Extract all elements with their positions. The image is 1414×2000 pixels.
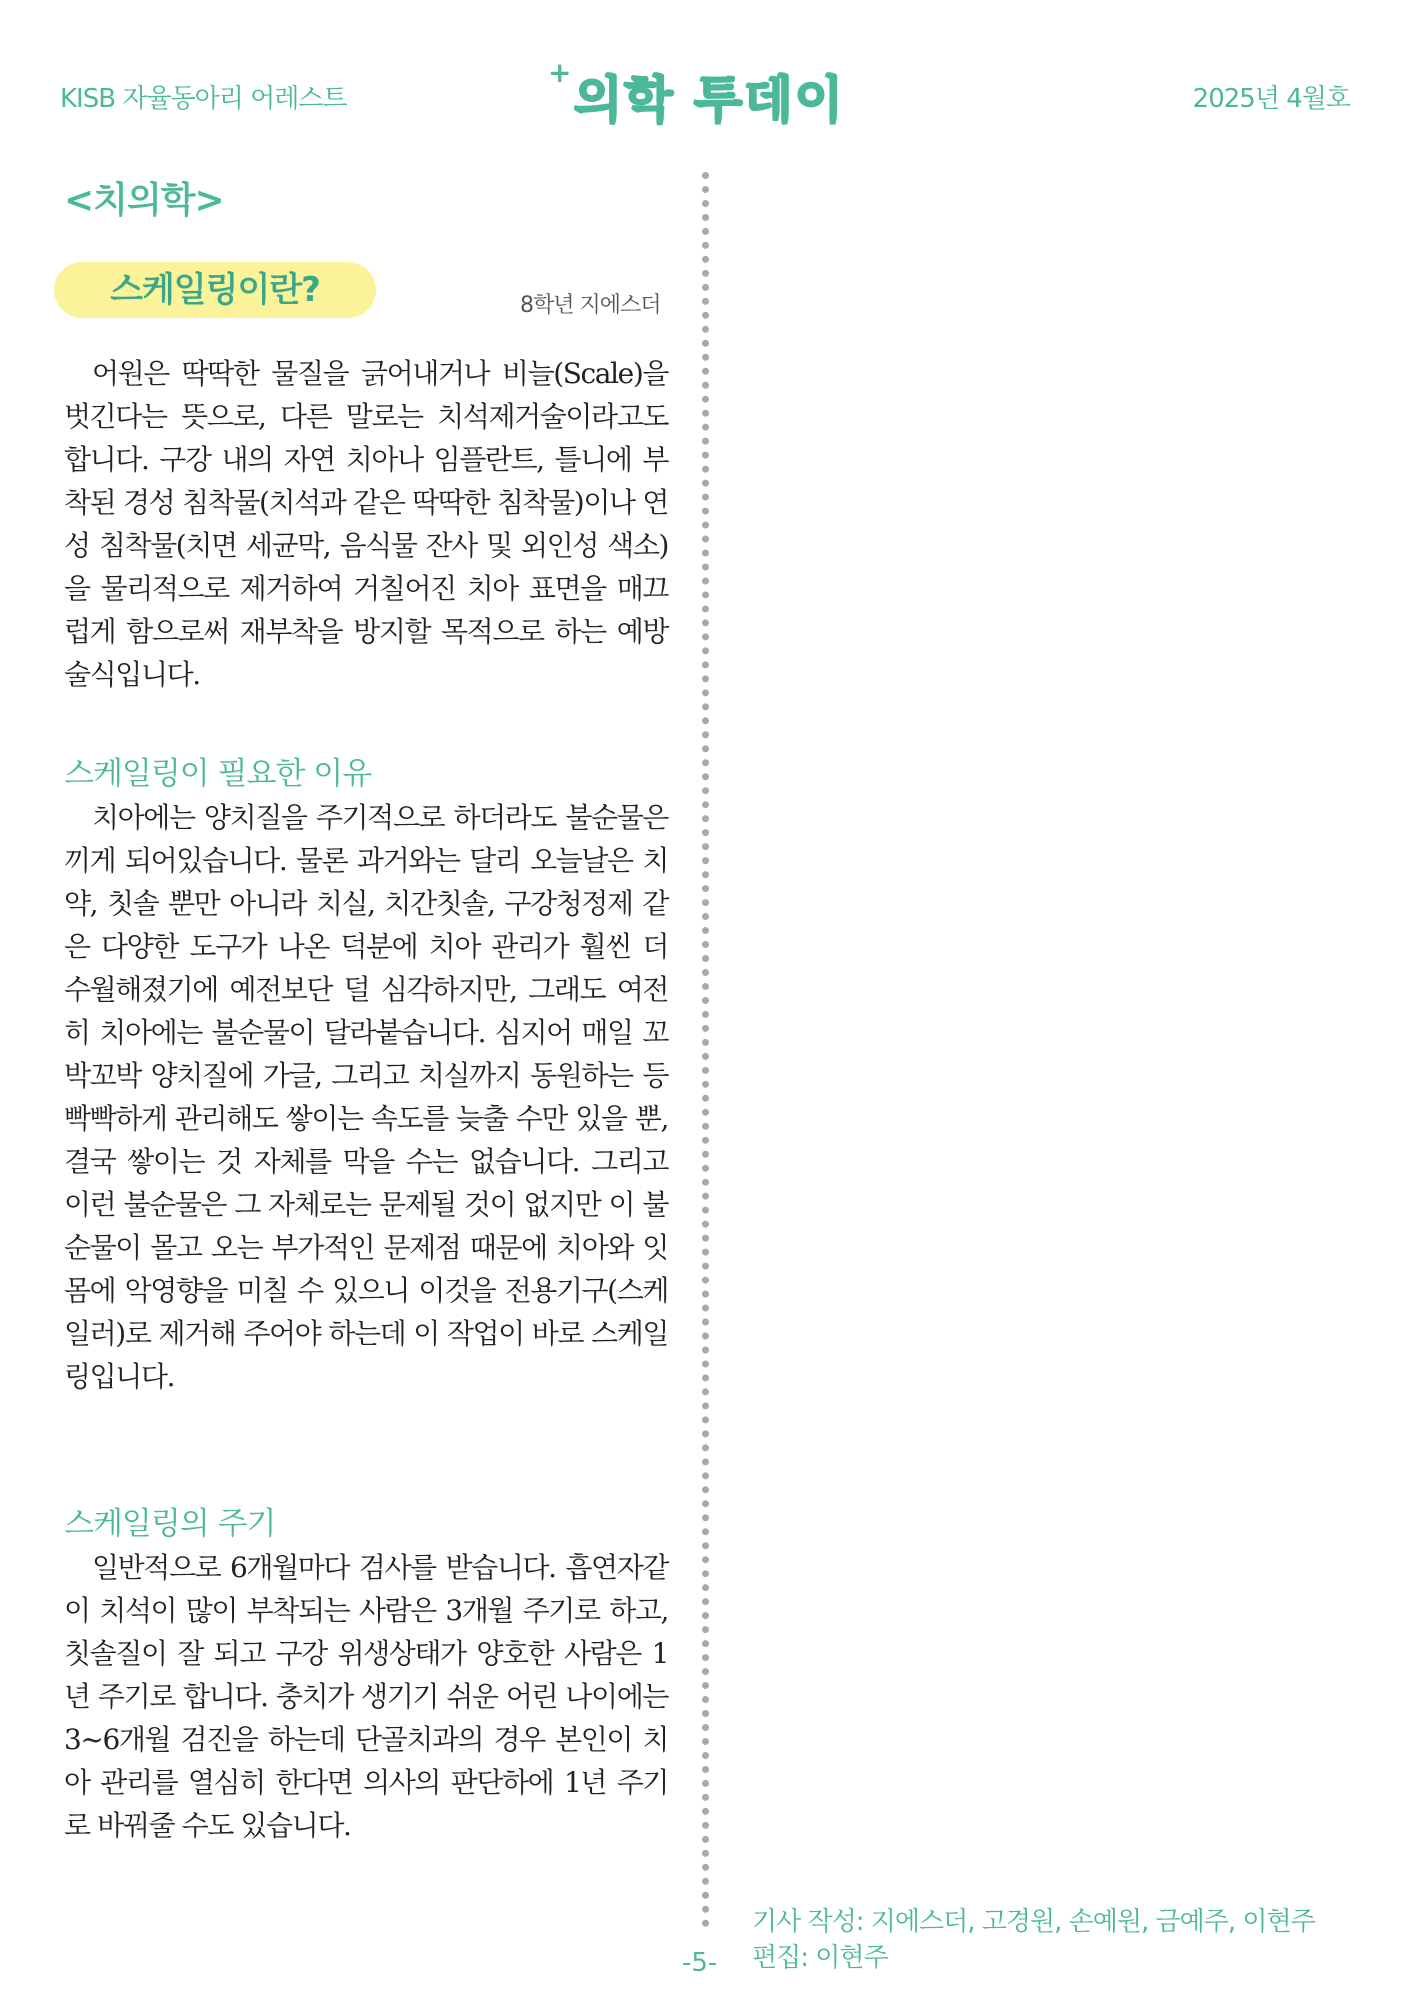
credits bbox=[752, 1904, 1315, 1976]
page-number: -5- bbox=[682, 1948, 718, 1978]
medical-cross-icon: + bbox=[548, 56, 572, 89]
issue-date: 2025년 4월호 bbox=[1192, 84, 1350, 114]
article-title: 스케일링이란? bbox=[110, 270, 320, 310]
club-name: KISB 자율동아리 어레스트 bbox=[60, 84, 347, 114]
subheading-cycle: 스케일링의 주기 bbox=[64, 1506, 276, 1542]
masthead-title: 의학 투데이 bbox=[574, 71, 845, 129]
editor-credit: 편집: 이현주 bbox=[752, 1943, 888, 1973]
writers-credit: 기사 작성: 지에스더, 고경원, 손예원, 금예주, 이현주 bbox=[752, 1907, 1315, 1937]
cycle-paragraph: 일반적으로 6개월마다 검사를 받습니다. 흡연자같이 치석이 많이 부착되는 사람은 3개월 주기로 하고, 칫솔질이 잘 되고 구강 위생상태가 양호한 사람은 1년 주기로 합니다. 충치가 생기기 쉬운 어린 나이에는 3~6개월 검진을 하는데 단골치과의 경우 본인이 치아 관리를 열심히 한다면 의사의 판단하에 1년 주기로 바꿔줄 수도 있습니다. bbox=[64, 1551, 668, 1842]
masthead-logo bbox=[548, 56, 858, 129]
intro-paragraph: 어원은 딱딱한 물질을 긁어내거나 비늘(Scale)을 벗긴다는 뜻으로, 다른 말로는 치석제거술이라고도 합니다. 구강 내의 자연 치아나 임플란트, 틀니에 부착된 경성 침착물(치석과 같은 딱딱한 침착물)이나 연성 침착물(치면 세균막, 음식물 잔사 및 외인성 색소)을 물리적으로 제거하여 거칠어진 치아 표면을 매끄럽게 함으로써 재부착을 방지할 목적으로 하는 예방 술식입니다. bbox=[64, 357, 668, 691]
column-divider bbox=[702, 172, 709, 1928]
section-title: <치의학> bbox=[64, 180, 224, 221]
article-author: 8학년 지에스더 bbox=[520, 293, 661, 318]
why-needed-paragraph: 치아에는 양치질을 주기적으로 하더라도 불순물은 끼게 되어있습니다. 물론 과거와는 달리 오늘날은 치약, 칫솔 뿐만 아니라 치실, 치간칫솔, 구강청정제 같은 다양한 도구가 나온 덕분에 치아 관리가 훨씬 더 수월해졌기에 예전보단 덜 심각하지만, 그래도 여전히 치아에는 불순물이 달라붙습니다. 심지어 매일 꼬박꼬박 양치질에 가글, 그리고 치실까지 동원하는 등 빡빡하게 관리해도 쌓이는 속도를 늦출 수만 있을 뿐, 결국 쌓이는 것 자체를 막을 수는 없습니다. 그리고 이런 불순물은 그 자체로는 문제될 것이 없지만 이 불순물이 몰고 오는 부가적인 문제점 때문에 치아와 잇몸에 악영향을 미칠 수 있으니 이것을 전용기구(스케일러)로 제거해 주어야 하는데 이 작업이 바로 스케일링입니다. bbox=[64, 801, 668, 1393]
article-title-highlight bbox=[54, 262, 376, 318]
subheading-why-needed: 스케일링이 필요한 이유 bbox=[64, 756, 372, 792]
